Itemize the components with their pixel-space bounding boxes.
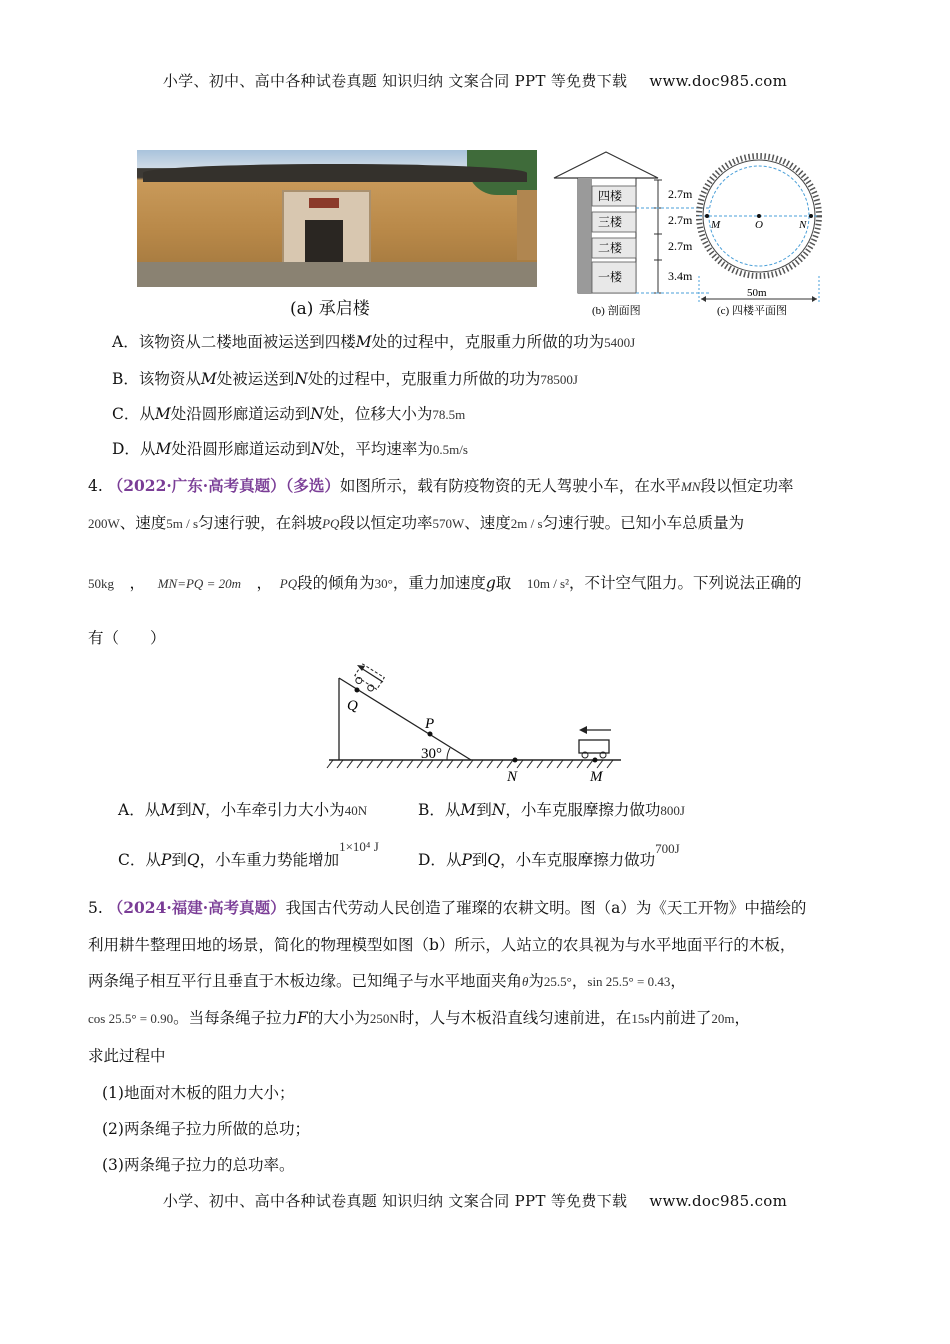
height-3: 2.7m	[668, 213, 693, 227]
label-m: M	[590, 769, 603, 785]
q4-option-b: B．从M到N，小车克服摩擦力做功800J	[418, 801, 685, 819]
incline-diagram	[325, 660, 625, 785]
footer-text: 小学、初中、高中各种试卷真题 知识归纳 文案合同 PPT 等免费下载	[162, 1192, 628, 1210]
floor-2-label: 二楼	[598, 241, 623, 255]
caption-a: (a) 承启楼	[290, 299, 370, 319]
q4-line-4: 有（ ）	[88, 629, 166, 647]
section-diagram	[550, 150, 710, 320]
q5-line-4: cos 25.5° = 0.90。当每条绳子拉力F的大小为250N时，人与木板沿直线匀速前进，在15s内前进了20m，	[88, 1009, 751, 1027]
plan-n: N	[799, 219, 807, 231]
height-2: 2.7m	[668, 239, 693, 253]
q5-line-2: 利用耕牛整理田地的场景，简化的物理模型如图（b）所示，人站立的农具视为与水平地面平行的木板，	[88, 936, 796, 954]
label-n: N	[507, 769, 518, 785]
q3-option-b: B．该物资从M处被运送到N处的过程中，克服重力所做的功为78500J	[112, 370, 578, 388]
q4-option-a: A．从M到N，小车牵引力大小为40N	[118, 801, 368, 819]
q5-line-3: 两条绳子相互平行且垂直于木板边缘。已知绳子与水平地面夹角θ为25.5°，sin 25.5° = 0.43，	[88, 972, 686, 990]
header-url[interactable]: www.doc985.com	[649, 72, 788, 90]
q4-option-c: C．从P到Q，小车重力势能增加$^{1\times 10^4 J}$	[118, 839, 379, 869]
q3-option-d: D．从M处沿圆形廊道运动到N处，平均速率为0.5m/s	[112, 440, 468, 458]
q4-line-3: 50kg ， MN=PQ = 20m ， PQ段的倾角为30°，重力加速度g取 10m / s²，不计空气阻力。下列说法正确的	[88, 574, 802, 592]
q4-line-2: 200W、速度5m / s匀速行驶，在斜坡PQ段以恒定功率570W、速度2m / s匀速行驶。已知小车总质量为	[88, 514, 745, 532]
label-angle: 30°	[421, 746, 442, 762]
q5-line-5: 求此过程中	[88, 1047, 166, 1065]
q5-line-1: 5. （2024·福建·高考真题）我国古代劳动人民创造了璀璨的农耕文明。图（a）为《天工开物》中描绘的	[88, 898, 807, 917]
height-4: 2.7m	[668, 187, 693, 201]
plan-width: 50m	[747, 287, 767, 299]
page-footer	[0, 1190, 950, 1211]
label-p: P	[425, 716, 435, 732]
header-text: 小学、初中、高中各种试卷真题 知识归纳 文案合同 PPT 等免费下载	[162, 72, 628, 90]
plan-m: M	[711, 219, 721, 231]
floor-4-label: 四楼	[598, 189, 623, 203]
tulou-photo	[137, 150, 537, 287]
q4-line-1: 4. （2022·广东·高考真题）（多选）如图所示，载有防疫物资的无人驾驶小车，在水平MN段以恒定功率	[88, 476, 794, 495]
label-q: Q	[347, 698, 358, 714]
footer-url[interactable]: www.doc985.com	[649, 1192, 788, 1210]
caption-b: (b) 剖面图	[592, 305, 641, 317]
floor-3-label: 三楼	[598, 215, 623, 229]
q5-source: （2024·福建·高考真题）	[107, 898, 286, 917]
q3-option-c: C．从M处沿圆形廊道运动到N处，位移大小为78.5m	[112, 405, 466, 423]
floor-1-label: 一楼	[598, 270, 623, 284]
plan-o: O	[755, 219, 763, 231]
q4-option-d: D．从P到Q，小车克服摩擦力做功$^{700J}$	[418, 841, 680, 869]
q4-source: （2022·广东·高考真题）（多选）	[107, 476, 340, 495]
q5-sub-2: (2)两条绳子拉力所做的总功；	[102, 1120, 310, 1138]
height-1: 3.4m	[668, 269, 693, 283]
q5-sub-3: (3)两条绳子拉力的总功率。	[102, 1156, 295, 1174]
page-header	[0, 70, 950, 91]
caption-c: (c) 四楼平面图	[717, 305, 787, 317]
q3-option-a: A．该物资从二楼地面被运送到四楼M处的过程中，克服重力所做的功为5400J	[112, 333, 636, 351]
q5-sub-1: (1)地面对木板的阻力大小；	[102, 1084, 295, 1102]
plan-diagram	[695, 150, 825, 322]
